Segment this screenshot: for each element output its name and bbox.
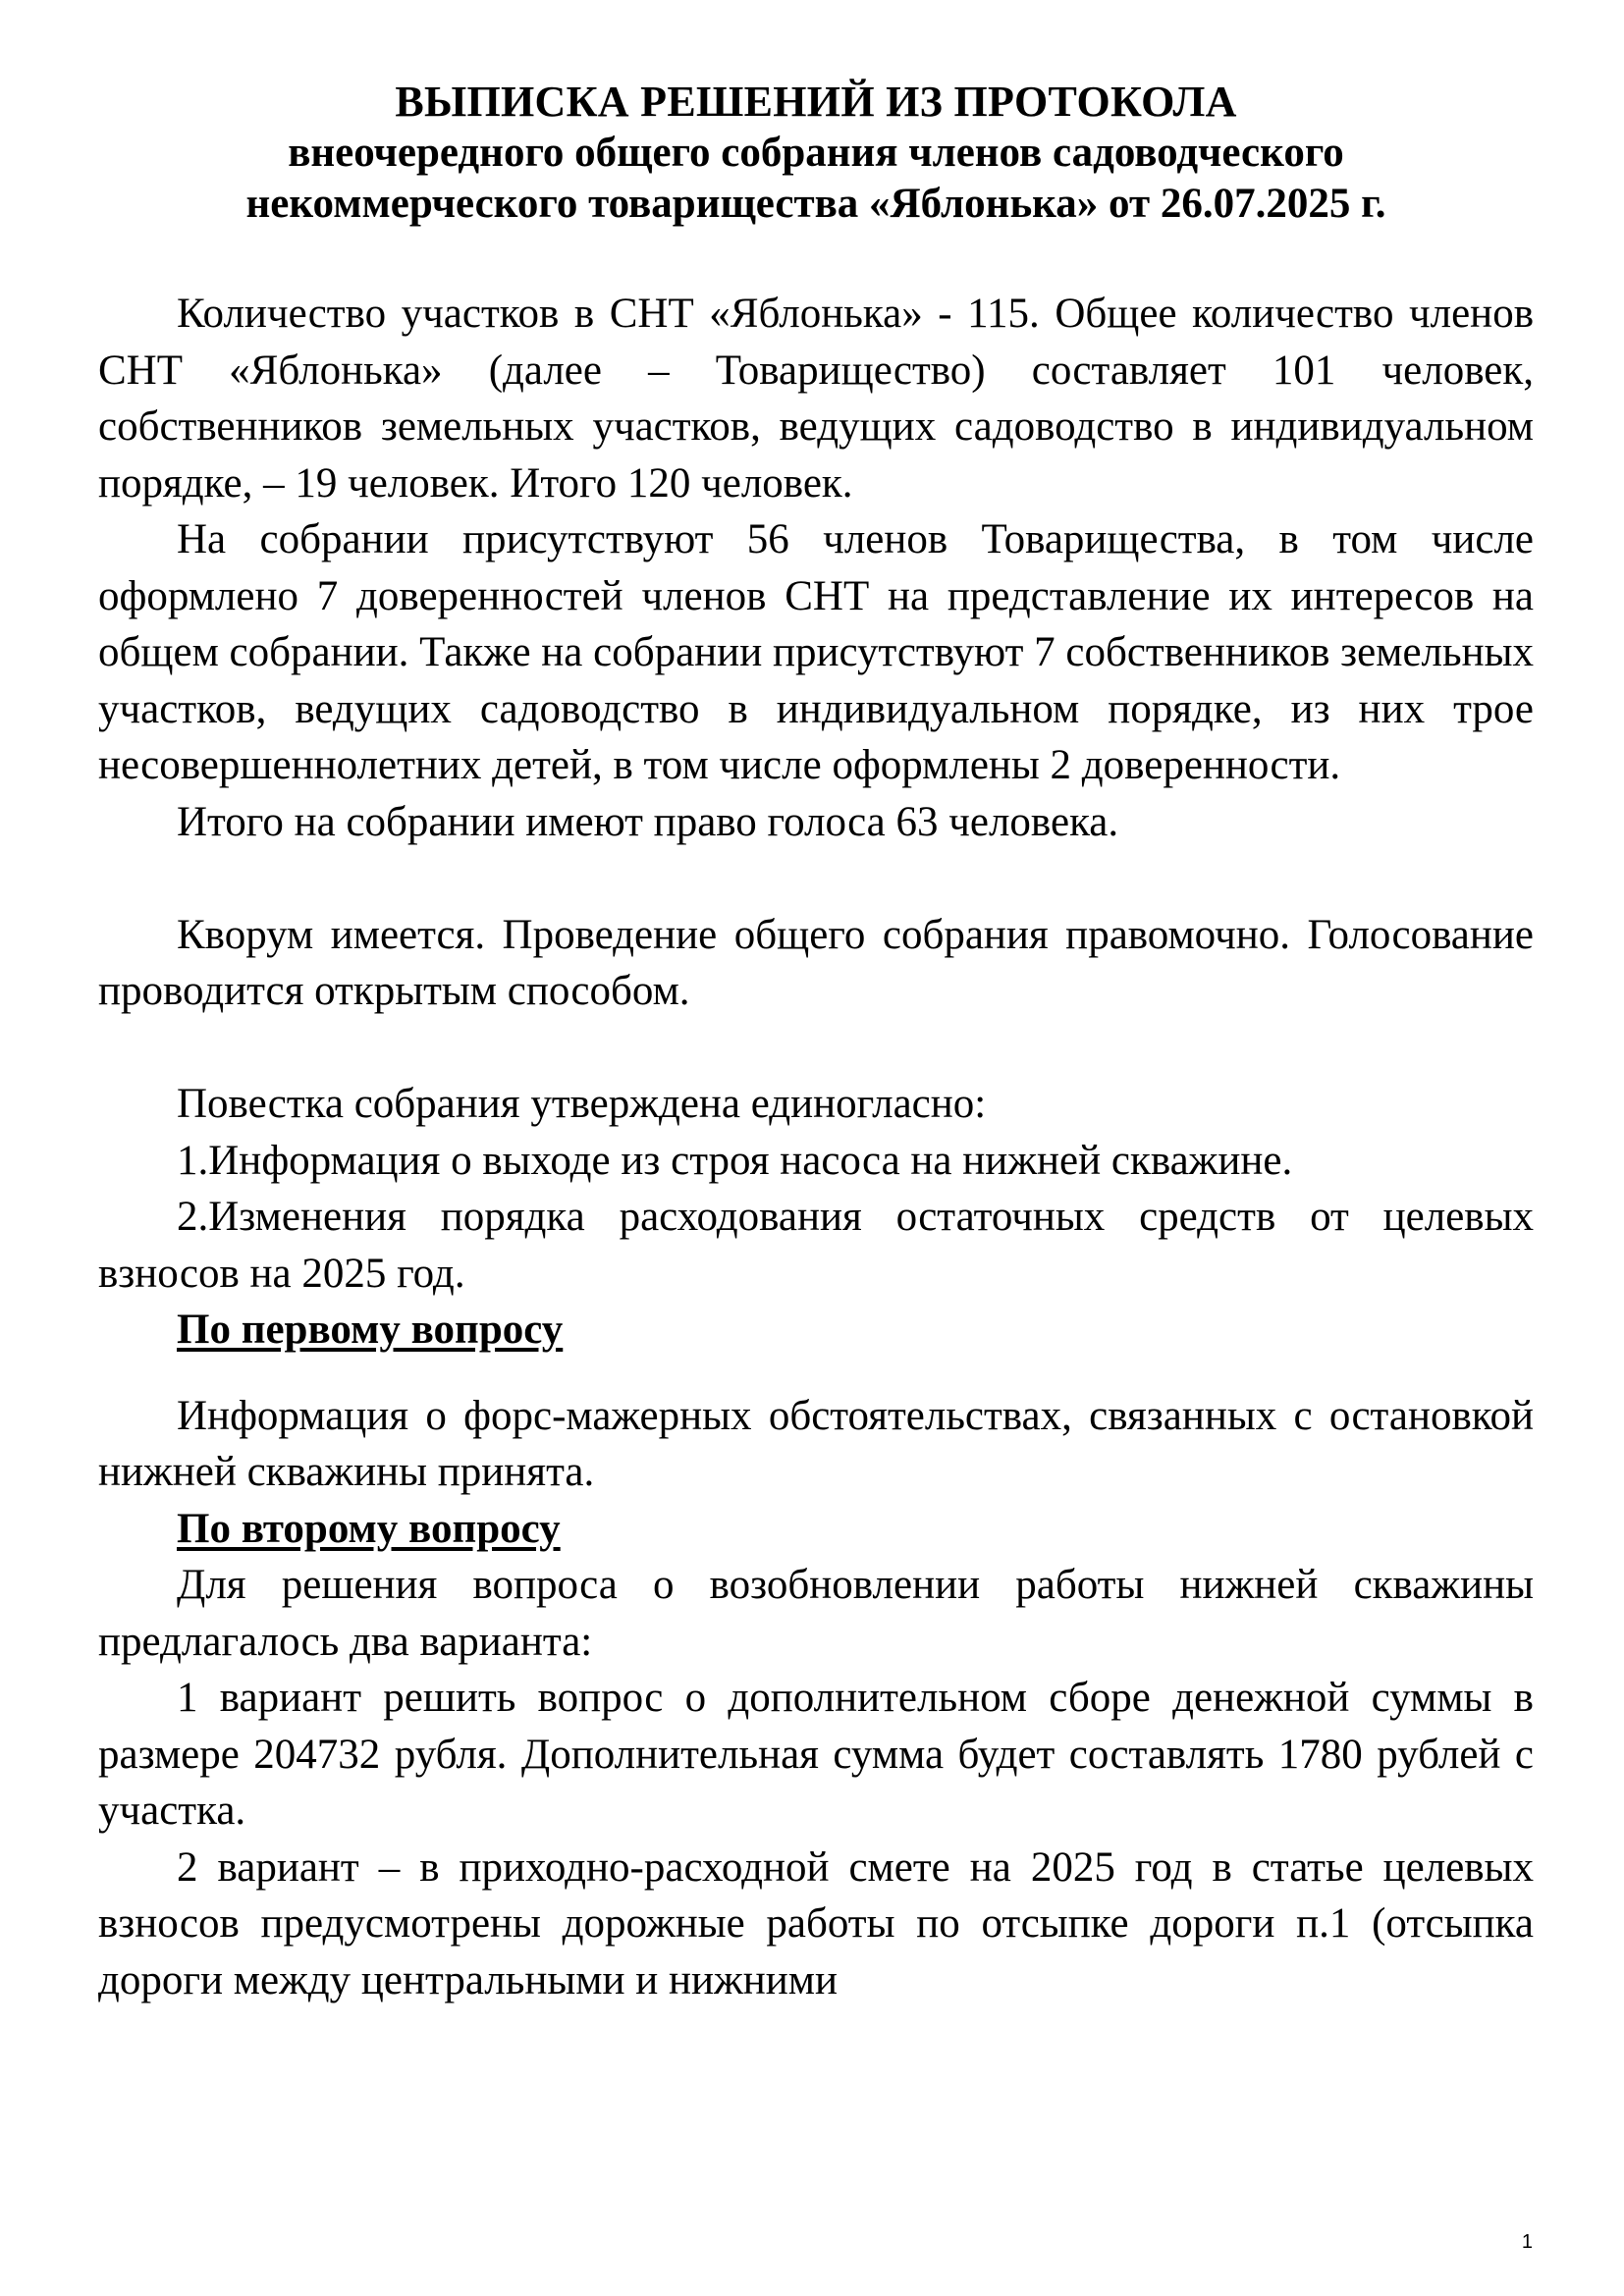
agenda-item-1: 1.Информация о выходе из строя насоса на нижней скважине. (177, 1137, 1293, 1184)
paragraph-variant-1: 1 вариант решить вопрос о дополнительном сборе денежной суммы в размере 204732 рубля. Дополнительная сумма будет составлять 1780 рублей с участка. (98, 1675, 1534, 1834)
heading-second-question: По второму вопросу (177, 1505, 561, 1552)
document-subtitle-line-1: внеочередного общего собрания членов садоводческого (288, 130, 1344, 176)
paragraph-first-question: Информация о форс-мажерных обстоятельствах, связанных с остановкой нижней скважины принята. (98, 1392, 1534, 1495)
page-number: 1 (1521, 2231, 1533, 2253)
paragraph-agenda-intro: Повестка собрания утверждена единогласно: (177, 1081, 987, 1127)
heading-first-question: По первому вопросу (177, 1307, 564, 1353)
paragraph-plot-count: Количество участков в СНТ «Яблонька» - 115. Общее количество членов СНТ «Яблонька» (далее – Товарищество) составляет 101 человек, собственников земельных участков, ведущих садоводство в индивидуальном порядке, – 19 человек. Итого 120 человек. (98, 291, 1534, 507)
paragraph-attendance: На собрании присутствуют 56 членов Товарищества, в том числе оформлено 7 доверенностей членов СНТ на представление их интересов на общем собрании. Также на собрании присутствуют 7 собственников земельных участков, ведущих садоводство в индивидуальном порядке, из них трое несовершеннолетних детей, в том числе оформлены 2 доверенности. (98, 516, 1534, 788)
agenda-item-2: 2.Изменения порядка расходования остаточных средств от целевых взносов на 2025 год. (98, 1194, 1534, 1297)
document-body (98, 286, 1534, 2008)
document-title-block (98, 77, 1534, 230)
paragraph-variant-2: 2 вариант – в приходно-расходной смете на 2025 год в статье целевых взносов предусмотрены дорожные работы по отсыпке дороги п.1 (отсыпка дороги между центральными и нижними (98, 1843, 1534, 2003)
document-subtitle-line-2: некоммерческого товарищества «Яблонька» от 26.07.2025 г. (245, 181, 1386, 227)
document-title: ВЫПИСКА РЕШЕНИЙ ИЗ ПРОТОКОЛА (395, 78, 1237, 126)
paragraph-second-question-intro: Для решения вопроса о возобновлении работы нижней скважины предлагалось два варианта: (98, 1562, 1534, 1665)
paragraph-voting-total: Итого на собрании имеют право голоса 63 человека. (177, 798, 1119, 845)
paragraph-quorum: Кворум имеется. Проведение общего собрания правомочно. Голосование проводится открытым способом. (98, 911, 1534, 1014)
